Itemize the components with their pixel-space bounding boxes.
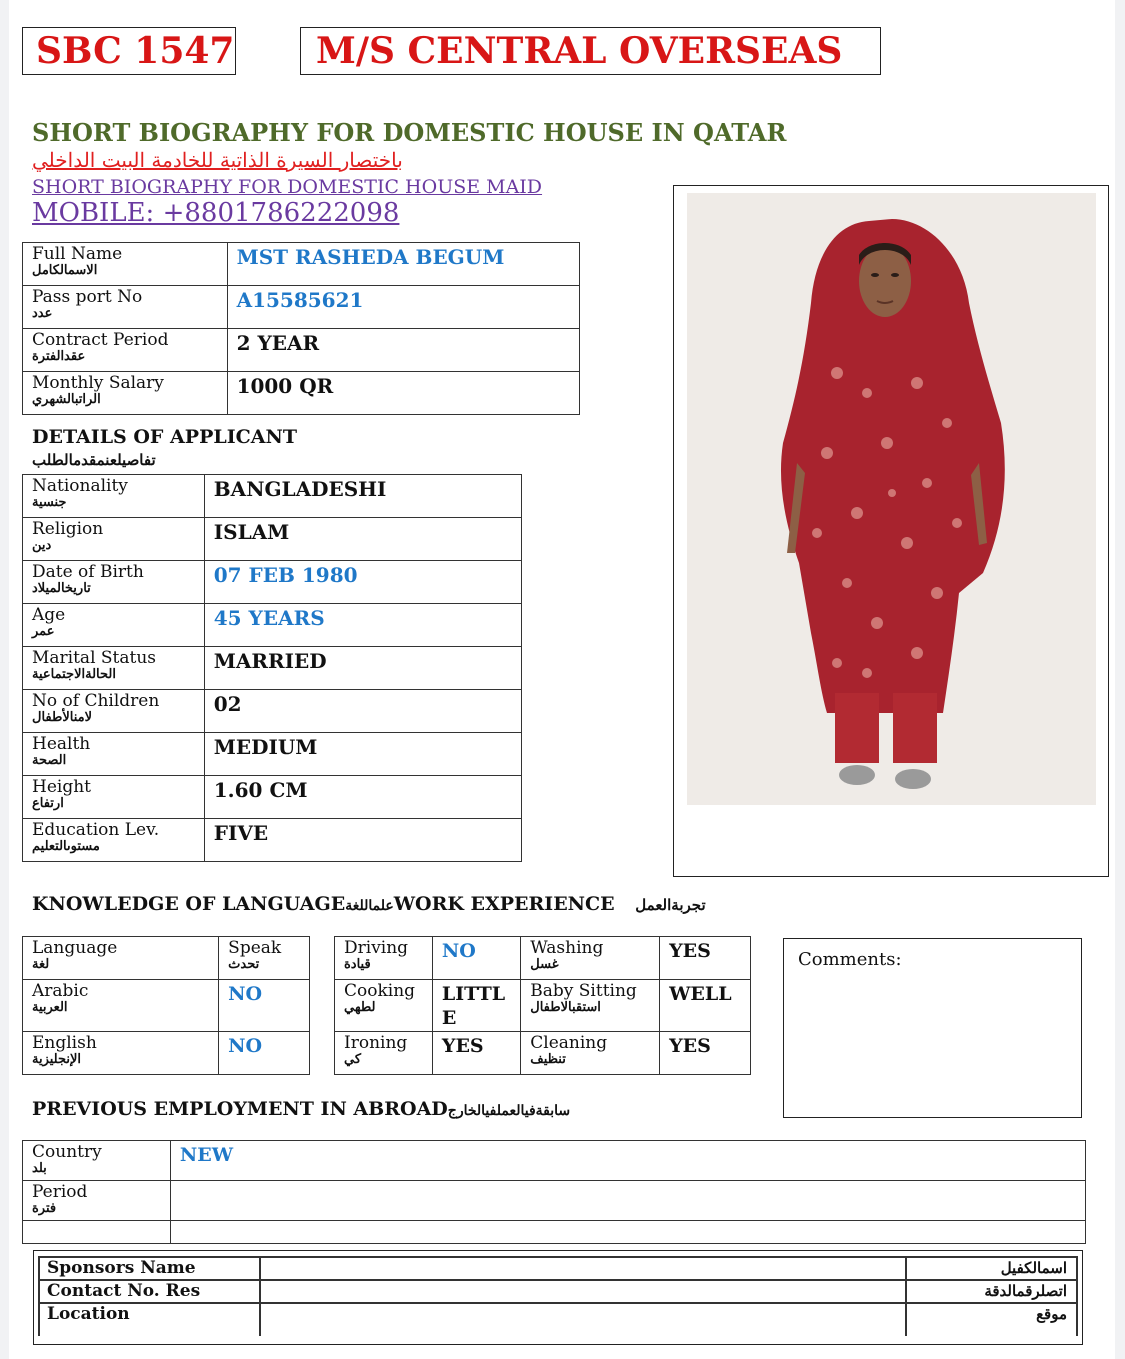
label-cell	[23, 690, 205, 733]
table-row	[23, 604, 522, 647]
table-row	[23, 690, 522, 733]
label-cell	[335, 1032, 433, 1075]
personal-info-table	[22, 242, 580, 415]
field-label-arabic: لامنالأطفال	[32, 710, 93, 725]
label-cell	[23, 1221, 171, 1244]
previous-title-arabic: سابقةفيالعملفيالخارج	[447, 1103, 571, 1119]
page-edge-left	[0, 0, 9, 1359]
field-value: MARRIED	[213, 649, 327, 673]
field-label: Marital Status	[32, 648, 157, 668]
label-cell	[23, 372, 228, 415]
label-cell	[23, 1181, 171, 1221]
field-label: Full Name	[32, 244, 123, 264]
value-cell	[204, 647, 521, 690]
field-label-arabic: الراتبالشهري	[32, 392, 101, 407]
field-label-arabic: دين	[32, 538, 52, 553]
field-label-arabic: مستوىالتعليم	[32, 839, 100, 854]
value-cell	[204, 733, 521, 776]
value-cell	[660, 937, 751, 980]
label-cell	[23, 1032, 219, 1075]
field-label: Monthly Salary	[32, 373, 164, 393]
field-label-arabic: الحالةالاجتماعية	[32, 667, 116, 682]
contact-arabic: اتصلرقمالدقة	[984, 1282, 1067, 1300]
language-table	[22, 936, 310, 1075]
value-cell	[170, 1181, 1085, 1221]
label-cell	[521, 937, 660, 980]
skill-label-arabic: قيادة	[344, 957, 371, 972]
table-row	[23, 243, 580, 286]
previous-title: PREVIOUS EMPLOYMENT IN ABROAD	[32, 1098, 448, 1120]
label-cell	[23, 980, 219, 1032]
label-cell	[23, 604, 205, 647]
skill-label-arabic: تنظيف	[530, 1052, 566, 1067]
value-cell	[660, 980, 751, 1032]
table-row	[23, 980, 310, 1032]
table-row	[23, 819, 522, 862]
sbc-code-box	[22, 27, 236, 75]
field-label: Religion	[32, 519, 104, 539]
field-value: MST RASHEDA BEGUM	[236, 245, 505, 269]
label-cell	[23, 561, 205, 604]
field-label: Date of Birth	[32, 562, 144, 582]
skill-label: Driving	[344, 938, 409, 958]
table-row	[23, 475, 522, 518]
table-row	[23, 518, 522, 561]
skill-value: NO	[441, 940, 476, 962]
table-row	[23, 776, 522, 819]
applicant-details-table	[22, 474, 522, 862]
details-title: DETAILS OF APPLICANT	[32, 426, 297, 448]
label-cell	[335, 980, 433, 1032]
applicant-photo-figure	[687, 193, 1096, 805]
arabic-title: باختصار السيرة الذاتية للخادمة البيت الداخلي	[32, 148, 403, 172]
field-label: Health	[32, 734, 91, 754]
value-cell	[227, 286, 579, 329]
label-cell	[23, 329, 228, 372]
value-cell	[204, 604, 521, 647]
value-cell	[219, 1032, 310, 1075]
field-value: A15585621	[236, 288, 364, 312]
sponsor-line-2	[38, 1302, 1077, 1304]
value-cell	[227, 372, 579, 415]
field-label-arabic: عدد	[32, 306, 53, 321]
table-row	[23, 372, 580, 415]
sponsor-line-left	[38, 1256, 40, 1336]
field-label: Pass port No	[32, 287, 143, 307]
field-value: 1.60 CM	[213, 778, 308, 802]
language-value: NO	[228, 983, 263, 1005]
agency-name: M/S CENTRAL OVERSEAS	[316, 30, 843, 72]
field-label-arabic: عقدالفترة	[32, 349, 86, 364]
table-row	[23, 1032, 310, 1075]
label-cell	[23, 937, 219, 980]
label-cell	[219, 937, 310, 980]
table-row	[23, 937, 310, 980]
table-row	[335, 980, 751, 1032]
sbc-code: SBC 1547	[36, 30, 235, 72]
comments-box	[783, 938, 1082, 1118]
value-cell	[432, 937, 520, 980]
value-cell	[170, 1221, 1085, 1244]
label-cell	[23, 518, 205, 561]
sponsor-line-mid	[259, 1256, 261, 1336]
table-row	[23, 1221, 1086, 1244]
field-label-arabic: ارتفاع	[32, 796, 64, 811]
table-row	[23, 647, 522, 690]
table-row	[335, 1032, 751, 1075]
value-cell	[432, 1032, 520, 1075]
language-value: NO	[228, 1035, 263, 1057]
value-cell	[170, 1141, 1085, 1181]
table-row	[23, 329, 580, 372]
value-cell	[227, 243, 579, 286]
field-label: Age	[32, 605, 66, 625]
language-name-arabic: العربية	[32, 1000, 68, 1015]
skill-label: Ironing	[344, 1033, 408, 1053]
skill-label-arabic: استقبالاطفال	[530, 1000, 601, 1015]
language-name-arabic: الإنجليزية	[32, 1052, 82, 1067]
comments-label: Comments:	[798, 949, 902, 970]
sub-title: SHORT BIOGRAPHY FOR DOMESTIC HOUSE MAID	[32, 176, 543, 198]
sponsor-name-label: Sponsors Name	[47, 1258, 196, 1278]
field-value: 2 YEAR	[236, 331, 320, 355]
field-label: Height	[32, 777, 91, 797]
applicant-photo	[687, 193, 1096, 805]
value-cell	[227, 329, 579, 372]
speak-header: Speak	[228, 938, 282, 958]
field-label: Nationality	[32, 476, 128, 496]
skill-value: LITTLE	[441, 983, 506, 1029]
value-cell	[204, 690, 521, 733]
previous-employment-table	[22, 1140, 1086, 1244]
value-cell	[432, 980, 520, 1032]
sponsor-line-right	[905, 1256, 907, 1336]
skill-value: WELL	[669, 983, 732, 1005]
knowledge-title: KNOWLEDGE OF LANGUAGE	[32, 893, 346, 915]
field-value: BANGLADESHI	[213, 477, 387, 501]
period-label: Period	[32, 1182, 88, 1202]
field-value: 45 YEARS	[213, 606, 325, 630]
label-cell	[521, 1032, 660, 1075]
knowledge-title-arabic: علماللغة	[345, 898, 394, 914]
language-name: Arabic	[32, 981, 89, 1001]
label-cell	[23, 819, 205, 862]
label-cell	[521, 980, 660, 1032]
field-label-arabic: عمر	[32, 624, 55, 639]
skill-label: Cooking	[344, 981, 416, 1001]
value-cell	[204, 561, 521, 604]
value-cell	[204, 475, 521, 518]
skill-label-arabic: لطهي	[344, 1000, 376, 1015]
value-cell	[219, 980, 310, 1032]
field-label: No of Children	[32, 691, 160, 711]
skill-value: YES	[669, 940, 711, 962]
value-cell	[204, 819, 521, 862]
table-row	[23, 1181, 1086, 1221]
label-cell	[335, 937, 433, 980]
language-header: Language	[32, 938, 118, 958]
field-label-arabic: الاسمالكامل	[32, 263, 98, 278]
skill-label: Cleaning	[530, 1033, 608, 1053]
sponsor-line-end	[1076, 1256, 1078, 1336]
knowledge-section-header	[32, 893, 706, 915]
field-label-arabic: تاريخالميلاد	[32, 581, 91, 596]
table-row	[23, 286, 580, 329]
skill-label: Washing	[530, 938, 604, 958]
main-title: SHORT BIOGRAPHY FOR DOMESTIC HOUSE IN QATAR	[32, 118, 787, 147]
field-label-arabic: الصحة	[32, 753, 67, 768]
skill-label-arabic: كي	[344, 1052, 362, 1067]
period-label-arabic: فترة	[32, 1201, 57, 1216]
skill-label-arabic: غسل	[530, 957, 559, 972]
mobile-number: MOBILE: +8801786222098	[32, 198, 400, 228]
contact-label: Contact No. Res	[47, 1281, 201, 1301]
skill-label: Baby Sitting	[530, 981, 637, 1001]
field-label-arabic: جنسية	[32, 495, 67, 510]
skill-value: YES	[441, 1035, 484, 1057]
field-label: Contract Period	[32, 330, 169, 350]
work-title-arabic: تجربةالعمل	[635, 896, 706, 914]
location-arabic: موقع	[1036, 1305, 1067, 1323]
location-label: Location	[47, 1304, 130, 1324]
country-value: NEW	[179, 1144, 234, 1166]
label-cell	[23, 286, 228, 329]
skill-value: YES	[669, 1035, 711, 1057]
speak-header-arabic: تحدث	[228, 957, 260, 972]
language-name: English	[32, 1033, 97, 1053]
label-cell	[23, 243, 228, 286]
field-value: ISLAM	[213, 520, 290, 544]
language-header-arabic: لغة	[32, 957, 50, 972]
field-value: MEDIUM	[213, 735, 318, 759]
field-label: Education Lev.	[32, 820, 160, 840]
country-label-arabic: بلد	[32, 1161, 47, 1176]
label-cell	[23, 475, 205, 518]
field-value: 02	[213, 692, 242, 716]
value-cell	[660, 1032, 751, 1075]
table-row	[23, 1141, 1086, 1181]
work-experience-table	[334, 936, 751, 1075]
country-label: Country	[32, 1142, 102, 1162]
field-value: 07 FEB 1980	[213, 563, 358, 587]
table-row	[23, 561, 522, 604]
label-cell	[23, 733, 205, 776]
value-cell	[204, 776, 521, 819]
agency-box	[300, 27, 881, 75]
label-cell	[23, 1141, 171, 1181]
label-cell	[23, 647, 205, 690]
field-value: 1000 QR	[236, 374, 334, 398]
value-cell	[204, 518, 521, 561]
work-title: WORK EXPERIENCE	[393, 893, 615, 915]
table-row	[23, 733, 522, 776]
previous-section-header	[32, 1098, 570, 1120]
sponsor-name-arabic: اسمالكفيل	[1000, 1259, 1067, 1277]
label-cell	[23, 776, 205, 819]
page-edge-right	[1115, 0, 1125, 1359]
field-value: FIVE	[213, 821, 269, 845]
details-title-arabic: تفاصيلعنمقدمالطلب	[32, 451, 156, 469]
table-row	[335, 937, 751, 980]
